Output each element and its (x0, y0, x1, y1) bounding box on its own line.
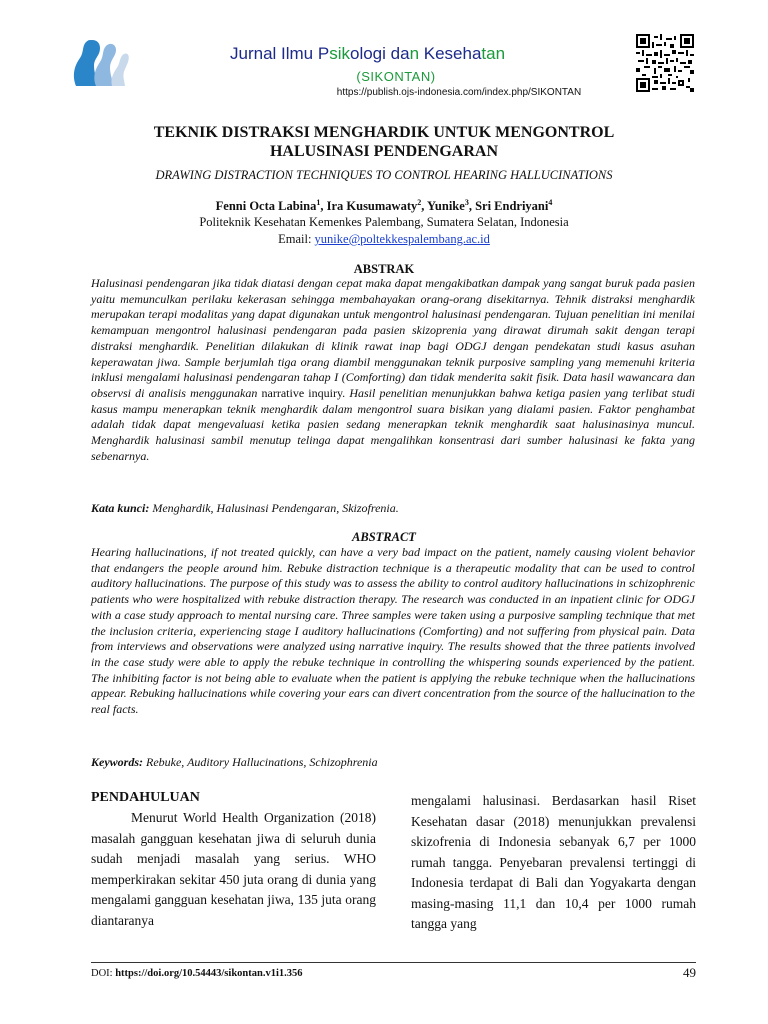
author-name: Sri Endriyani (475, 199, 549, 214)
author-name: Yunike (427, 199, 465, 214)
intro-right-column: mengalami halusinasi. Berdasarkan hasil Riset Kesehatan dasar (2018) menunjukkan prevalensi skizofrenia di Indonesia sebanyak 6,7 per 1000 rumah tangga. Penyebaran prevalensi tertinggi di Indonesia terdapat di Bali dan Yogyakarta dengan masing-masing 11,1 dan 10,4 per 1000 rumah tangga yang (411, 793, 696, 931)
doi-line: DOI: https://doi.org/10.54443/sikontan.v1i1.356 (91, 968, 303, 979)
journal-url[interactable]: https://publish.ojs-indonesia.com/index.php/SIKONTAN (336, 87, 582, 98)
journal-abbreviation: (SIKONTAN) (356, 69, 436, 84)
qr-code-icon (636, 34, 694, 92)
author-name: Fenni Octa Labina (215, 199, 317, 214)
article-title: TEKNIK DISTRAKSI MENGHARDIK UNTUK MENGONTROL HALUSINASI PENDENGARAN (153, 124, 615, 160)
keywords: Keywords: Rebuke, Auditory Hallucinations, Schizophrenia (91, 755, 378, 769)
doi-link[interactable]: https://doi.org/10.54443/sikontan.v1i1.356 (115, 968, 303, 979)
footer-rule (91, 962, 696, 963)
abstrak-heading: ABSTRAK (353, 262, 415, 276)
email-line: Email: yunike@poltekkespalembang.ac.id (278, 232, 490, 246)
abstract-body: Hearing hallucinations, if not treated quickly, can have a very bad impact on the patient, namely causing violent behavior that endangers the people around him. Rebuke distraction technique is a therapeutic modality that can be used to control auditory hallucinations. The purpose of this study was to assess the ability to control auditory hallucinations in schizophrenic patients who were hospitalized with rebuke distraction therapy. The research was conducted in an inpatient clinic for ODGJ with a case study approach to mental nursing care. Three samples were taken using a purposive sampling technique that met the inclusion criteria, experiencing stage I auditory hallucinations (Comforting) and not suffering from physical pain. Data from interviews and observations were analyzed using narrative inquiry. The results showed that the three patients involved in the case study were able to apply the rebuke technique in controlling the whispering sounds experienced by the patient. The inhibiting factor is not being able to evaluate when the patient is applying the rebuke technique when the hallucinations appear. Rebuking hallucinations while covering your ears can divert concentration from the source of the hallucination to the real facts. (91, 545, 695, 717)
author-affiliation: Politeknik Kesehatan Kemenkes Palembang, Sumatera Selatan, Indonesia (199, 215, 569, 229)
section-heading-pendahuluan: PENDAHULUAN (91, 790, 200, 805)
email-link[interactable]: yunike@poltekkespalembang.ac.id (314, 232, 490, 246)
author-list: Fenni Octa Labina$^1$, Ira Kusumawaty$^2$, Yunike$^3$, Sri Endriyani$^4$ (215, 198, 553, 214)
article-subtitle: DRAWING DISTRACTION TECHNIQUES TO CONTROL HEARING HALLUCINATIONS (155, 168, 613, 182)
page-number: 49 (683, 965, 696, 980)
author-name: Ira Kusumawaty (326, 199, 418, 214)
kata-kunci: Kata kunci: Menghardik, Halusinasi Pendengaran, Skizofrenia. (91, 501, 399, 515)
abstract-heading: ABSTRACT (352, 530, 416, 544)
abstrak-body: Halusinasi pendengaran jika tidak diatasi dengan cepat maka dapat mengakibatkan dampak yang sangat buruk pada pasien yaitu memunculkan perilaku kekerasan sehingga membahayakan orang-orang disekitarnya. Tehnik distraksi menghardik merupakan terapi modalitas yang dapat digunakan untuk mengontrol halusinasi pendengaran. Tujuan penelitian ini menilai kemampuan mengontrol halusinasi pendengaran pada pasien skizoprenia yang dirawat dirumah sakit dengan terapi distraksi menghardik. Penelitian dilakukan di klinik rawat inap bagi ODGJ dengan pendekatan studi kasus asuhan keperawatan jiwa. Sample berjumlah tiga orang diambil menggunakan teknik purposive sampling yang memenuhi kriteria inklusi mengalami halusinasi pendengaran tahap I (Comforting) dan tidak menderita sakit fisik. Data hasil wawancara dan observsi di analisis menggunakan narrative inquiry. Hasil penelitian menunjukkan bahwa ketiga pasien yang terlibat studi kasus mampu menerapkan teknik menghardik dalam mengontrol suara bisikan yang dialami pasien. Faktor penghambat adalah tidak dapat mengevaluasi ketika pasien sedang menerapkan teknik menghardik saat halusinasinya muncul. Menghardik halusinasi sambil menutup telinga dapat mengalihkan konsentrasi dari sumber halusinasi ke fakta yang sebenarnya. (91, 276, 695, 463)
journal-name: Jurnal Ilmu Psikologi dan Kesehatan (230, 44, 506, 63)
intro-left-column: Menurut World Health Organization (2018) masalah gangguan kesehatan jiwa di seluruh dunia sudah menjadi masalah yang serius. WHO memperkirakan sekitar 450 juta orang di dunia yang mengalami gangguan kesehatan jiwa, 135 juta orang diantaranya (91, 810, 376, 928)
